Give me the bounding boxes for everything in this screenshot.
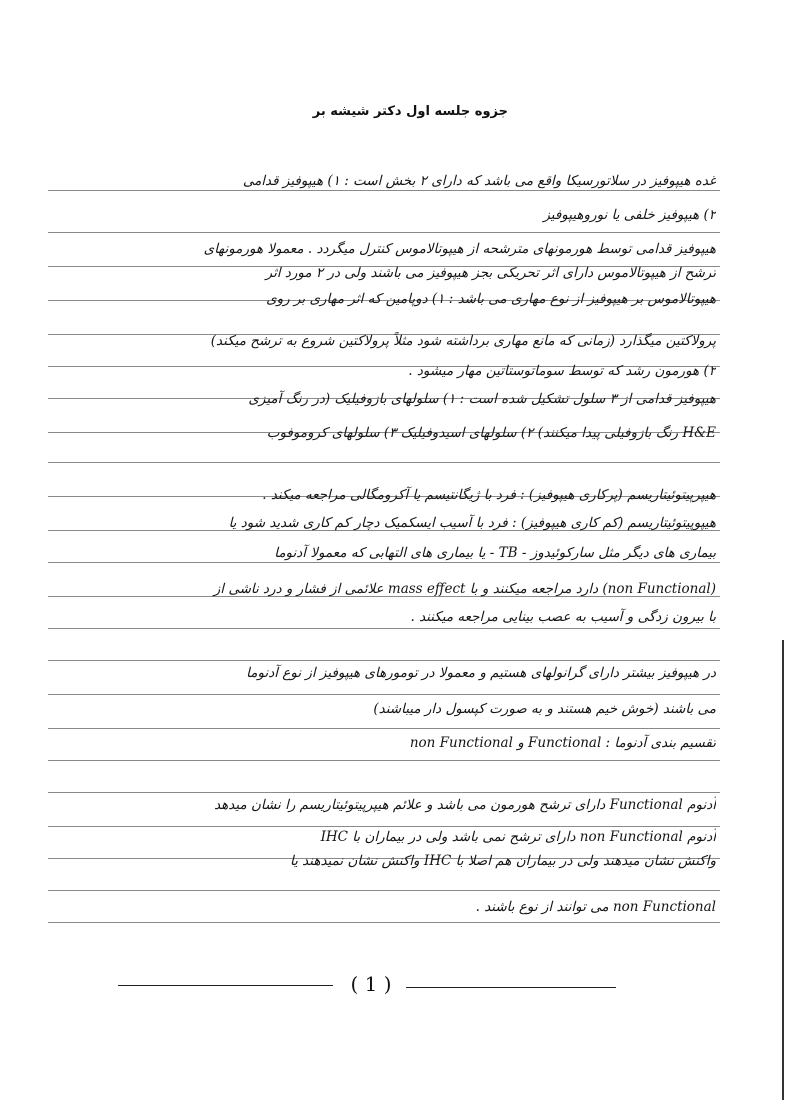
- scan-edge-line: [782, 640, 784, 1100]
- note-line: آدنوم Functional دارای ترشح هورمون می باشد و علائم هیپرپیتوئیتاریسم را نشان میدهد: [214, 797, 716, 813]
- note-line: غده هیپوفیز در سلاتورسیکا واقع می باشد که دارای ۲ بخش است : ۱) هیپوفیز قدامی: [242, 173, 716, 189]
- ruled-line: [48, 232, 720, 233]
- note-line: non Functional می توانند از نوع باشند .: [475, 899, 716, 915]
- note-line: ترشح از هیپوتالاموس دارای اثر تحریکی بجز هیپوفیز می باشند ولی در ۲ مورد اثر: [265, 265, 716, 281]
- document-header-title: جزوه جلسه اول دکتر شیشه بر: [312, 104, 508, 119]
- note-line: بیماری های دیگر مثل سارکوئیدوز - TB - یا بیماری های التهابی که معمولا آدنوما: [274, 545, 716, 561]
- ruled-line: [48, 890, 720, 891]
- page-number-block: [118, 972, 618, 996]
- note-line: هیپوپیتوئیتاریسم (کم کاری هیپوفیز) : فرد با آسیب ایسکمیک دچار کم کاری شدید شود یا: [228, 515, 716, 531]
- ruled-line: [48, 562, 720, 563]
- note-line: واکنش نشان میدهند ولی در بیماران هم اصلا با IHC واکنش نشان نمیدهند یا: [290, 853, 716, 869]
- note-line: هیپوفیز قدامی توسط هورمونهای مترشحه از هیپوتالاموس کنترل میگردد . معمولا هورمونهای: [203, 241, 716, 257]
- note-line: هیپوتالاموس بر هیپوفیز از نوع مهاری می باشد : ۱) دوپامین که اثر مهاری بر روی: [266, 291, 716, 307]
- ruled-line: [48, 728, 720, 729]
- ruled-line: [48, 792, 720, 793]
- note-line: (non Functional) دارد مراجعه میکنند و با mass effect علائمی از فشار و درد ناشی از: [213, 581, 716, 597]
- page-number-left-rule: [118, 985, 333, 986]
- ruled-line: [48, 628, 720, 629]
- note-line: آدنوم non Functional دارای ترشح نمی باشد ولی در بیماران با IHC: [320, 829, 716, 845]
- note-line: با بیرون زدگی و آسیب به عصب بینایی مراجعه میکنند .: [410, 609, 716, 625]
- note-line: ۲) هورمون رشد که توسط سوماتوستاتین مهار میشود .: [408, 363, 716, 379]
- note-line: ۲) هیپوفیز خلفی یا نوروهیپوفیز: [543, 207, 716, 223]
- note-line: هیپرپیتوئیتاریسم (پرکاری هیپوفیز) : فرد با ژیگانتیسم یا آکرومگالی مراجعه میکند .: [262, 487, 716, 503]
- note-line: H&E رنگ بازوفیلی پیدا میکنند) ۲) سلولهای اسیدوفیلیک ۳) سلولهای کروموفوب: [266, 425, 716, 441]
- note-line: در هیپوفیز بیشتر دارای گرانولهای هستیم و معمولا در تومورهای هیپوفیز از نوع آدنوما: [246, 665, 716, 681]
- ruled-line: [48, 660, 720, 661]
- note-line: هیپوفیز قدامی از ۳ سلول تشکیل شده است : ۱) سلولهای بازوفیلیک (در رنگ آمیزی: [248, 391, 716, 407]
- ruled-line: [48, 694, 720, 695]
- page-number: ( 1 ): [350, 972, 392, 996]
- note-line: می باشند (خوش خیم هستند و به صورت کپسول دار میباشند): [373, 701, 716, 717]
- ruled-line: [48, 190, 720, 191]
- page-number-right-rule: [406, 987, 616, 988]
- ruled-line: [48, 462, 720, 463]
- ruled-line: [48, 922, 720, 923]
- note-line: تقسیم بندی آدنوما : Functional و non Functional: [409, 735, 716, 751]
- ruled-line: [48, 760, 720, 761]
- ruled-line: [48, 826, 720, 827]
- note-line: پرولاکتین میگذارد (زمانی که مانع مهاری برداشته شود مثلاً پرولاکتین شروع به ترشح میکند): [210, 333, 716, 349]
